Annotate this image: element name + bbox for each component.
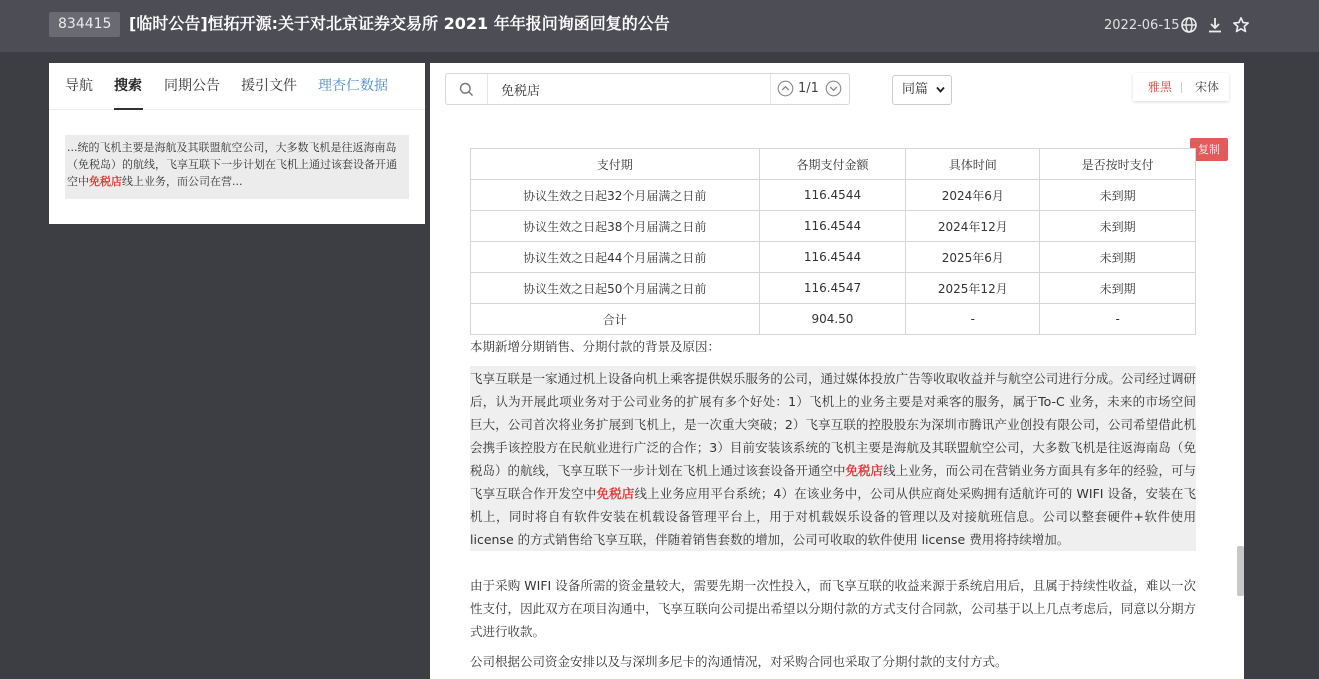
star-icon[interactable] — [1232, 16, 1250, 34]
stock-code-badge: 834415 — [49, 12, 120, 37]
table-cell: 协议生效之日起50个月届满之日前 — [471, 273, 760, 304]
table-header: 是否按时支付 — [1040, 149, 1196, 180]
left-sidebar-panel — [49, 63, 425, 224]
table-cell: - — [1040, 304, 1196, 335]
table-cell: 2025年12月 — [906, 273, 1040, 304]
publish-date: 2022-06-15 — [1104, 18, 1180, 33]
table-cell: 116.4544 — [759, 180, 906, 211]
sidebar-tabs — [49, 63, 425, 110]
table-row — [471, 211, 1196, 242]
font-option-yahei[interactable]: 雅黑 — [1148, 80, 1173, 94]
search-scope-value: 同篇 — [902, 82, 929, 97]
table-cell: 2025年6月 — [906, 242, 1040, 273]
match-count: 1/1 — [798, 81, 819, 96]
paragraph-background-heading: 本期新增分期销售、分期付款的背景及原因： — [470, 339, 721, 354]
table-total-row — [471, 304, 1196, 335]
table-cell: 未到期 — [1040, 180, 1196, 211]
table-header: 具体时间 — [906, 149, 1040, 180]
table-cell: 合计 — [471, 304, 760, 335]
table-row — [471, 180, 1196, 211]
active-tab-indicator — [114, 108, 143, 110]
table-header: 各期支付金额 — [759, 149, 906, 180]
font-switch — [1133, 73, 1229, 101]
search-icon[interactable] — [459, 82, 474, 97]
payment-table — [470, 148, 1196, 335]
result-text-after: 线上业务，而公司在营... — [122, 175, 243, 188]
table-cell: 2024年6月 — [906, 180, 1040, 211]
tab-search[interactable]: 搜索 — [114, 78, 142, 94]
table-cell: 协议生效之日起44个月届满之日前 — [471, 242, 760, 273]
paragraph-procurement: 公司根据公司资金安排以及与深圳多尼卡的沟通情况，对采购合同也采取了分期付款的支付方式。 — [470, 654, 1008, 669]
result-text-before: ...统的飞机主要是海航及其联盟航空公司，大多数飞机是往返海南岛（免税岛）的航线，飞享互联下一步计划在飞机上通过该套设备开通空中 — [67, 141, 397, 188]
top-bar — [0, 0, 1319, 52]
prev-match-icon[interactable] — [777, 80, 794, 97]
paragraph-text: 线上业务，而公司在营销业务方面具有多年的经验，可与飞享互联合作开发空中 — [470, 463, 1196, 501]
document-title: [临时公告]恒拓开源:关于对北京证券交易所 2021 年年报问询函回复的公告 — [129, 14, 670, 33]
table-cell: 904.50 — [759, 304, 906, 335]
tab-lixinger-data[interactable]: 理杏仁数据 — [318, 78, 388, 94]
tab-same-period[interactable]: 同期公告 — [164, 78, 220, 94]
search-input[interactable] — [489, 74, 771, 104]
table-cell: 协议生效之日起32个月届满之日前 — [471, 180, 760, 211]
font-divider — [1181, 82, 1182, 93]
table-cell: 协议生效之日起38个月届满之日前 — [471, 211, 760, 242]
table-cell: 116.4547 — [759, 273, 906, 304]
paragraph-payment-reason: 由于采购 WIFI 设备所需的资金量较大，需要先期一次性投入，而飞享互联的收益来源于系统启用后，且属于持续性收益，难以一次性支付，因此双方在项目沟通中，飞享互联向公司提出希望以分期付款的方式支付合同款，公司基于以上几点考虑后，同意以分期方式进行收款。 — [470, 578, 1196, 639]
table-cell: 未到期 — [1040, 242, 1196, 273]
search-icon-container — [446, 74, 488, 104]
table-cell: 2024年12月 — [906, 211, 1040, 242]
tab-cited-files[interactable]: 援引文件 — [241, 78, 297, 94]
clipped-line — [810, 109, 870, 117]
copy-button[interactable]: 复制 — [1190, 138, 1228, 161]
match-highlight: 免税店 — [845, 463, 884, 478]
result-highlight: 免税店 — [89, 175, 122, 188]
document-viewer — [430, 63, 1244, 679]
table-header: 支付期 — [471, 149, 760, 180]
download-icon[interactable] — [1206, 16, 1224, 34]
font-option-songti[interactable]: 宋体 — [1195, 80, 1220, 94]
match-highlight: 免税店 — [596, 486, 635, 501]
table-cell: 116.4544 — [759, 211, 906, 242]
table-cell: 未到期 — [1040, 211, 1196, 242]
scrollbar-thumb[interactable] — [1237, 546, 1244, 596]
tab-navigation[interactable]: 导航 — [65, 78, 93, 94]
paragraph-highlighted-match — [470, 366, 1196, 551]
search-result-item[interactable] — [65, 135, 409, 199]
table-cell: - — [906, 304, 1040, 335]
table-cell: 未到期 — [1040, 273, 1196, 304]
table-cell: 116.4544 — [759, 242, 906, 273]
paragraph-text: 线上业务应用平台系统；4）在该业务中，公司从供应商处采购拥有适航许可的 WIFI 设备，安装在飞机上，同时将自有软件安装在机载设备管理平台上，用于对机载娱乐设备的管理以及对接航班信息。公司以整套硬件+软件使用 license 的方式销售给飞享互联，伴随着销售套数的增加，公司可收取的软件使用 license 费用将持续增加。 — [470, 486, 1196, 547]
search-box — [445, 73, 850, 105]
table-row — [471, 273, 1196, 304]
search-scope-select[interactable] — [892, 75, 952, 105]
table-row — [471, 242, 1196, 273]
globe-icon[interactable] — [1180, 16, 1198, 34]
paragraph-text: 飞享互联是一家通过机上设备向机上乘客提供娱乐服务的公司，通过媒体投放广告等收取收益并与航空公司进行分成。公司经过调研后，认为开展此项业务对于公司业务的扩展有多个好处：1）飞机上的业务主要是对乘客的服务，属于To-C 业务，未来的市场空间巨大，公司首次将业务扩展到飞机上，是一次重大突破；2）飞享互联的控股股东为深圳市腾讯产业创投有限公司，公司希望借此机会携手该控股方在民航业进行广泛的合作；3）目前安装该系统的飞机主要是海航及其联盟航空公司，大多数飞机是往返海南岛（免税岛）的航线，飞享互联下一步计划在飞机上通过该套设备开通空中 — [470, 371, 1196, 478]
next-match-icon[interactable] — [825, 80, 842, 97]
chevron-down-icon — [935, 84, 946, 95]
